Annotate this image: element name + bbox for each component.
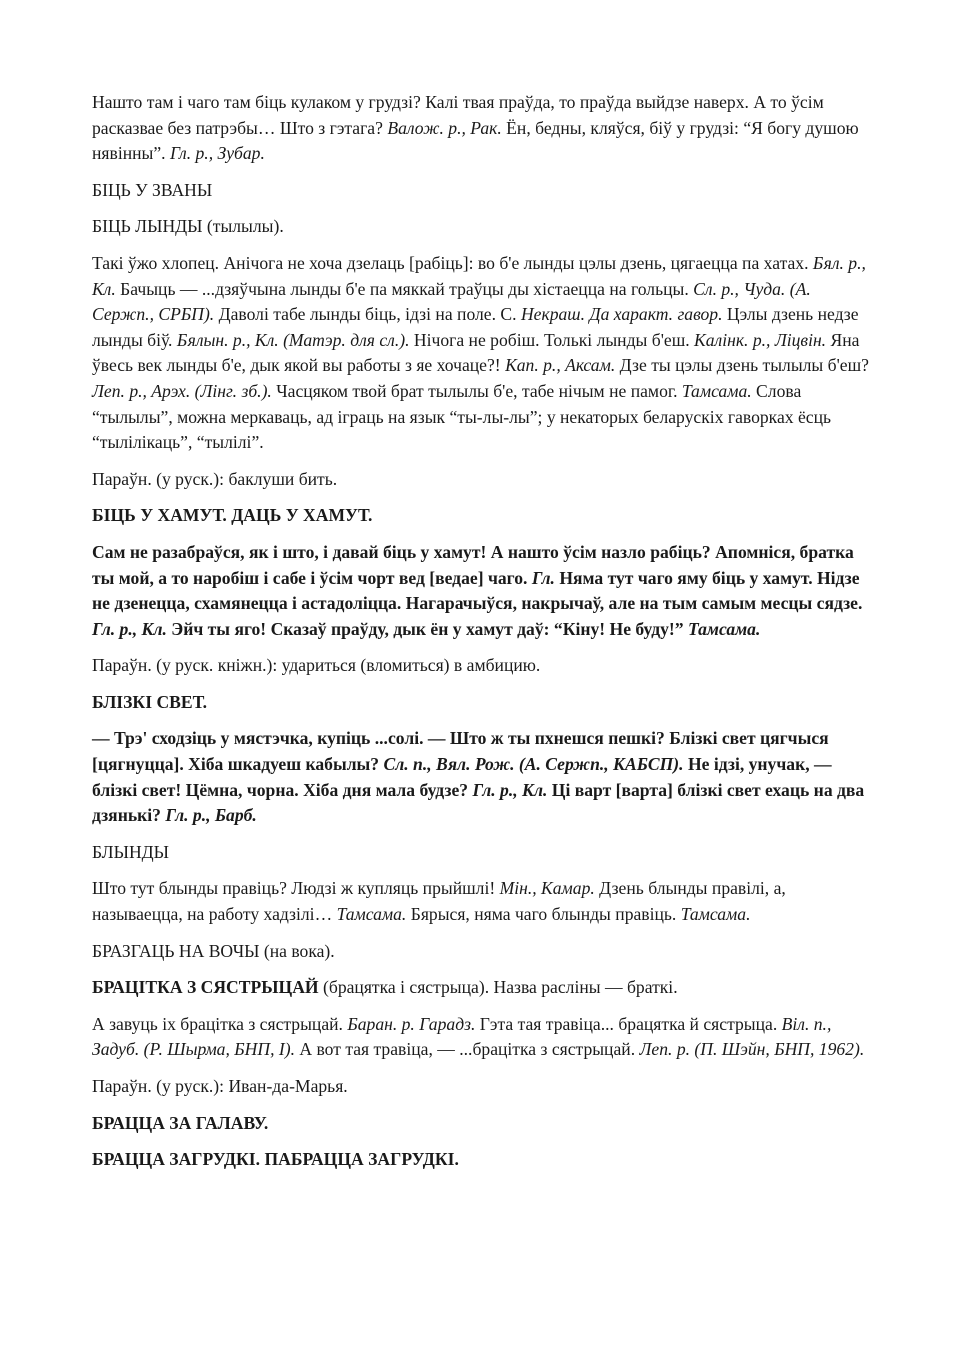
document-page [92, 90, 872, 1184]
text-run: А вот тая травіца, — ...брацітка з сястрыцай. [294, 1039, 640, 1060]
text-run: БЛІЗКІ СВЕТ. [92, 691, 207, 712]
text-run: БРАЦЦА ЗАГРУДКІ. ПАБРАЦЦА ЗАГРУДКІ. [92, 1149, 459, 1170]
text-paragraph [92, 540, 872, 642]
text-run: Параўн. (у руск. кніжн.): удариться (вломиться) в амбицию. [92, 655, 541, 676]
text-paragraph [92, 90, 872, 167]
text-paragraph [92, 214, 872, 240]
text-run: Параўн. (у руск.): Иван-да-Марья. [92, 1076, 348, 1096]
text-paragraph [92, 503, 872, 529]
text-run: Ён, бедны, кляўся, біў у грудзі: “Я богу душою нявінны”. [92, 117, 859, 164]
source-citation: Сл. р., Чуда. (А. Сержп., СРБП). [92, 278, 811, 325]
text-run: Бярыся, няма чаго блынды правіць. [406, 904, 681, 925]
source-citation: Леп. р. (П. Шэйн, БНП, 1962). [639, 1039, 865, 1060]
source-citation: Мін., Камар. [499, 878, 595, 899]
source-citation: Сл. п., Вял. Рож. (А. Сержп., КАБСП). [383, 754, 684, 775]
source-citation: Бял. р., Кл. [92, 252, 866, 299]
text-paragraph [92, 939, 872, 965]
text-run: (брацятка і сястрыца). Назва расліны — браткі. [318, 977, 678, 998]
text-paragraph [92, 1111, 872, 1137]
source-citation: Леп. р., Арэх. (Лінг. зб.). [92, 380, 272, 401]
text-paragraph [92, 975, 872, 1001]
entry-heading: БРАЦІТКА З СЯСТРЫЦАЙ [92, 977, 319, 998]
text-run: Даволі табе лынды біць, ідзі на поле. С. [214, 304, 521, 325]
source-citation: Гл. р., Кл. [472, 779, 548, 800]
text-run: Такі ўжо хлопец. Анічога не хоча дзелаць [рабіць]: во б'е лынды цэлы дзень, цягаецца па хатах. [92, 252, 813, 273]
text-run: — Трэ' сходзіць у мястэчка, купіць ...солі. — Што ж ты пхнешся пешкі? Блізкі свет цягчыся [цягнуцца]. Хіба шкадуеш кабылы? [92, 728, 829, 775]
text-run: Нашто там і чаго там біць кулаком у грудзі? Калі твая праўда, то праўда выйдзе наверх. А то ўсім расказвае без патрэбы… Што з гэтага? [92, 92, 824, 138]
text-paragraph [92, 178, 872, 204]
source-citation: Тамсама. [681, 380, 752, 401]
text-run: Што тут блынды правіць? Людзі ж купляць прыйшлі! [92, 878, 500, 899]
source-citation: Віл. п., Задуб. (Р. Шырма, БНП, I). [92, 1013, 832, 1060]
source-citation: Кап. р., Аксам. [505, 355, 616, 376]
text-paragraph [92, 251, 872, 456]
text-run: БРАЗГАЦЬ НА ВОЧЫ (на вока). [92, 940, 335, 961]
source-citation: Некраш. Да характ. гавор. [520, 304, 723, 325]
text-run: Цэлы дзень недзе лынды біў. [92, 304, 859, 350]
text-run: БЛЫНДЫ [92, 841, 169, 862]
text-run: Часцяком твой брат тылылы б'е, табе нічым не памог. [271, 380, 682, 401]
text-paragraph [92, 1074, 872, 1100]
text-paragraph [92, 726, 872, 828]
text-run: Гэта тая травіца... брацятка й сястрыца. [475, 1013, 782, 1034]
text-run: Слова “тылылы”, можна меркаваць, ад іграць на язык “ты-лы-лы”; у некаторых беларускіх гаворках ёсць “тылілікаць”, “тылілі”. [92, 380, 832, 453]
source-citation: Тамсама. [688, 618, 761, 639]
source-citation: Баран. р. Гарадз. [347, 1013, 476, 1034]
text-run: Эйч ты яго! Сказаў праўду, дык ён у хамут даў: “Кіну! Не буду!” [166, 618, 688, 639]
source-citation: Гл. [531, 567, 555, 588]
source-citation: Калінк. р., Ліцвін. [694, 329, 827, 350]
text-run: Ці варт [варта] блізкі свет ехаць на два дзянькі? [92, 779, 865, 826]
text-run: Яна ўвесь век лынды б'е, дык якой вы работы з яе хочаце?! [92, 329, 860, 376]
text-run: БІЦЬ ЛЫНДЫ (тылылы). [92, 216, 284, 237]
text-run: Дзе ты цэлы дзень тылылы б'еш? [615, 355, 869, 376]
text-run: БРАЦЦА ЗА ГАЛАВУ. [92, 1112, 269, 1133]
text-run: Параўн. (у руск.): баклуши бить. [92, 468, 338, 489]
text-run: БІЦЬ У ХАМУТ. ДАЦЬ У ХАМУТ. [92, 505, 373, 526]
source-citation: Тамсама. [680, 904, 751, 925]
text-run: БІЦЬ У ЗВАНЫ [92, 179, 213, 200]
text-run: А завуць іх брацітка з сястрыцай. [92, 1013, 348, 1034]
text-paragraph [92, 653, 872, 679]
text-run: Няма тут чаго яму біць у хамут. Нідзе не дзенецца, схамянецца і астадоліцца. Нагарачыўся, накрычаў, але на тым самым месцы сядзе. [92, 567, 863, 614]
text-run: Бачыць — ...дзяўчына лынды б'е па мяккай траўцы ды хістаецца на гольцы. [115, 278, 694, 299]
text-run: Не ідзі, унучак, — блізкі свет! Цёмна, чорна. Хіба дня мала будзе? [92, 754, 832, 800]
source-citation: Бялын. р., Кл. (Матэр. для сл.). [176, 329, 410, 350]
text-paragraph [92, 1147, 872, 1173]
text-run: Сам не разабраўся, як і што, і давай біць у хамут! А нашто ўсім назло рабіць? Апомніся, братка ты мой, а то наробіш і сабе і ўсім чорт вед [ведае] чаго. [92, 541, 854, 588]
text-paragraph [92, 840, 872, 866]
text-run: Нічога не робіш. Толькі лынды б'еш. [409, 329, 695, 350]
text-paragraph [92, 1012, 872, 1063]
source-citation: Тамсама. [336, 904, 407, 925]
text-paragraph [92, 876, 872, 927]
source-citation: Валож. р., Рак. [387, 117, 502, 138]
text-run: Дзень блынды правілі, а, называецца, на работу хадзілі… [92, 878, 786, 925]
text-paragraph [92, 467, 872, 493]
source-citation: Гл. р., Барб. [165, 805, 257, 826]
source-citation: Гл. р., Зубар. [169, 143, 265, 164]
text-paragraph [92, 690, 872, 716]
source-citation: Гл. р., Кл. [92, 618, 167, 639]
